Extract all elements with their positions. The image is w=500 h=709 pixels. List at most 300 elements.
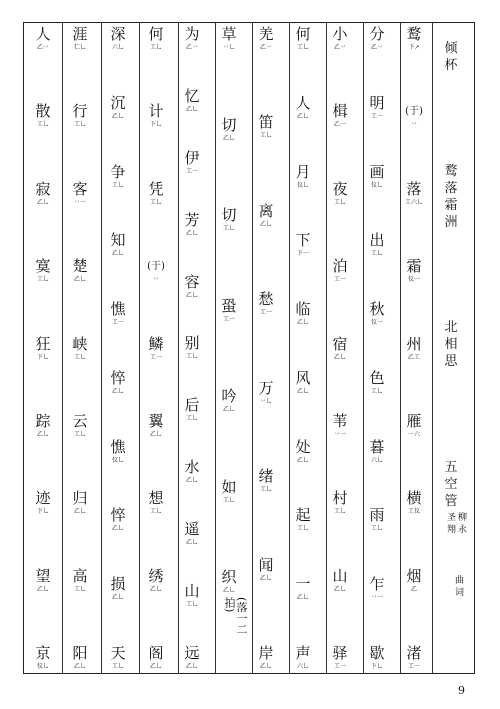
lyric-unit — [148, 336, 163, 361]
notation-mark: 工乚 — [36, 121, 49, 129]
lyric-char: 归 — [72, 489, 88, 508]
lyric-unit — [332, 413, 347, 438]
lyric-char: 憔 — [110, 437, 126, 456]
lyric-column-1 — [396, 26, 432, 670]
lyric-column-9 — [100, 26, 136, 670]
lyric-unit — [72, 568, 87, 593]
notation-mark: 工乚 — [73, 353, 86, 361]
lyric-char: 后 — [184, 396, 200, 415]
notation-mark: 下乚 — [370, 662, 383, 670]
lyric-char: 翼 — [148, 411, 164, 430]
lyric-unit — [35, 336, 50, 361]
lyric-char: 憔 — [110, 300, 126, 319]
notation-mark: 乙乚 — [36, 198, 49, 206]
notation-mark: 乙乚 — [185, 477, 198, 485]
lyric-unit — [35, 413, 50, 438]
notation-mark: 工乚 — [149, 508, 162, 516]
lyric-unit — [369, 164, 384, 189]
lyric-unit — [184, 274, 199, 299]
lyric-char: 出 — [369, 231, 385, 250]
lyric-char: 为 — [184, 26, 200, 43]
lyric-char: 如 — [221, 477, 237, 496]
notation-mark: 丷乚 — [222, 44, 235, 51]
notation-mark: 工一 — [149, 353, 162, 361]
notation-mark: 工乚 — [111, 181, 124, 189]
notation-mark: 乙乚 — [111, 112, 124, 120]
lyric-unit — [221, 207, 236, 232]
notation-mark: 乙乚 — [185, 229, 198, 237]
lyric-unit — [295, 164, 310, 189]
notation-mark: 乙乚 — [73, 276, 86, 284]
lyric-column-10 — [62, 26, 98, 670]
lyric-char: 何 — [148, 26, 164, 43]
lyric-unit — [148, 490, 163, 515]
lyric-char: 泊 — [332, 257, 348, 276]
lyric-unit — [295, 26, 310, 51]
lyric-char: 别 — [184, 334, 200, 353]
title-char: 永 — [458, 525, 468, 535]
title-char: 洲 — [444, 214, 458, 230]
lyric-column-3 — [322, 26, 358, 670]
lyric-unit — [406, 26, 421, 51]
lyric-char: 临 — [295, 300, 311, 319]
lyric-char: 争 — [110, 162, 126, 181]
lyric-unit — [369, 507, 384, 532]
lyric-unit — [369, 645, 384, 670]
lyric-unit — [184, 459, 199, 484]
lyric-unit — [406, 413, 421, 438]
notation-mark: 六乚 — [296, 662, 309, 670]
lyric-unit — [295, 645, 310, 670]
lyric-unit — [110, 301, 125, 326]
notation-mark: 工乚 — [296, 44, 309, 51]
notation-mark: 乙乚 — [36, 430, 49, 438]
lyric-unit — [184, 150, 199, 175]
lyric-unit — [405, 181, 423, 206]
lyric-unit — [295, 439, 310, 464]
lyric-char: 草 — [221, 26, 237, 43]
lyric-char: 小 — [332, 26, 348, 43]
notation-mark: 乙乚 — [36, 585, 49, 593]
lyric-unit — [110, 26, 125, 51]
lyric-unit — [332, 258, 347, 283]
notation-mark: 工乚 — [259, 486, 272, 494]
notation-mark: 乙乚 — [185, 539, 198, 547]
lyric-column-6 — [211, 26, 247, 594]
title-char: 思 — [444, 354, 458, 370]
notation-mark: 乙丷 — [185, 44, 198, 51]
notation-mark: 乙乚 — [296, 112, 309, 120]
notation-mark: 工仪 — [407, 508, 420, 516]
lyric-unit — [369, 95, 384, 120]
lyric-unit — [406, 490, 421, 515]
lyric-unit — [295, 576, 310, 601]
notation-mark: 乙丷 — [333, 44, 346, 51]
lyric-unit — [258, 557, 273, 582]
notation-mark: 工一 — [185, 167, 198, 175]
lyric-char: 驿 — [332, 644, 348, 662]
title-line-1 — [444, 163, 457, 231]
notation-mark: 工乚 — [73, 121, 86, 129]
notation-mark: 乙乚 — [149, 663, 162, 670]
lyric-char: 芳 — [184, 210, 200, 229]
lyric-unit — [295, 507, 310, 532]
lyric-unit — [332, 103, 347, 128]
notation-mark: 乙乚 — [259, 220, 272, 228]
lyric-char: 阳 — [72, 644, 88, 662]
lyric-char: 水 — [184, 458, 200, 477]
notation-mark: 乙丷 — [36, 44, 49, 51]
title-char: 北 — [444, 320, 458, 336]
lyric-char: 切 — [221, 206, 237, 224]
lyric-char: 霜 — [406, 257, 422, 276]
lyric-unit — [72, 181, 87, 206]
lyric-column-7 — [174, 26, 210, 670]
notation-mark: 六乚 — [111, 44, 124, 51]
notation-mark: 工乚 — [333, 198, 346, 206]
lyric-unit — [369, 370, 384, 395]
notation-mark: 乙乚 — [222, 406, 235, 413]
notation-mark: 乙乚 — [111, 387, 124, 395]
column-rule — [432, 22, 433, 674]
lyric-unit — [35, 258, 50, 283]
title-line-2 — [444, 319, 457, 370]
lyric-char: 计 — [148, 102, 164, 121]
lyric-char: 涯 — [72, 26, 88, 43]
notation-mark: 乙乚 — [185, 291, 198, 299]
lyric-char: 一 — [295, 575, 311, 594]
lyric-unit — [35, 103, 50, 128]
notation-mark: 乙乚 — [296, 319, 309, 327]
lyric-column-8 — [138, 26, 174, 670]
lyric-char: 知 — [110, 231, 126, 250]
notation-mark: 乙乚 — [185, 662, 198, 670]
lyric-char: 京 — [35, 644, 51, 662]
lyric-unit — [332, 490, 347, 515]
lyric-char: 切 — [221, 115, 237, 134]
notation-mark: 工一 — [333, 276, 346, 284]
lyric-unit — [110, 232, 125, 257]
lyric-unit — [148, 645, 163, 670]
notation-mark: 丷 — [410, 121, 417, 129]
lyric-char: 山 — [184, 582, 200, 601]
sub-label — [455, 575, 464, 599]
lyric-char: 分 — [369, 26, 385, 43]
lyric-char: 沉 — [110, 93, 126, 112]
notation-mark: 工乚 — [370, 525, 383, 533]
notation-mark: 工乚 — [185, 353, 198, 361]
notation-mark: 乙工 — [407, 353, 420, 361]
lyric-unit — [148, 181, 163, 206]
lyric-unit — [35, 181, 50, 206]
notation-mark: 仪乚 — [370, 181, 383, 189]
lyric-column-4 — [285, 26, 321, 670]
lyric-char: 闻 — [258, 555, 274, 574]
bracket-note-text: (落一二拍) — [223, 597, 248, 635]
lyric-char: 容 — [184, 272, 200, 291]
title-char: 柳 — [458, 513, 468, 523]
notation-mark: 工一 — [222, 315, 235, 323]
lyric-column-2 — [359, 26, 395, 670]
lyric-unit — [184, 88, 199, 113]
lyric-char: 离 — [258, 201, 274, 220]
lyric-unit — [332, 26, 347, 51]
tune-name — [444, 40, 457, 74]
page-number: 9 — [458, 684, 465, 697]
lyric-char: 绪 — [258, 467, 274, 486]
lyric-char: 暮 — [369, 437, 385, 456]
title-char: 杯 — [444, 58, 458, 73]
notation-mark: 下乚 — [149, 121, 162, 129]
notation-mark: 工一 — [370, 112, 383, 120]
lyric-unit — [369, 576, 384, 601]
notation-mark: 工乚 — [149, 44, 162, 51]
lyric-char: 渚 — [406, 644, 422, 662]
lyric-char: 歇 — [369, 643, 385, 662]
lyric-char: 鹜 — [406, 26, 422, 43]
lyric-unit — [110, 95, 125, 120]
title-char: 相 — [444, 337, 458, 353]
lyric-char: 踪 — [35, 411, 51, 430]
lyric-char: 村 — [332, 489, 348, 508]
title-char: 空 — [444, 476, 458, 492]
notation-mark: 工一 — [333, 663, 346, 670]
notation-mark: 乙乚 — [73, 663, 86, 670]
lyric-unit — [295, 370, 310, 395]
lyric-unit — [35, 490, 50, 515]
lyric-unit — [369, 301, 384, 326]
lyric-unit — [110, 645, 125, 670]
notation-mark: 乙乚 — [296, 456, 309, 464]
lyric-char: 蛩 — [221, 296, 237, 315]
title-char: 曲 — [455, 576, 465, 586]
lyric-unit — [258, 645, 273, 670]
notation-mark: 工乚 — [73, 430, 86, 438]
title-char: 倾 — [444, 41, 458, 56]
lyric-unit — [72, 103, 87, 128]
lyric-char: 寂 — [35, 179, 51, 198]
lyric-char: 下 — [295, 231, 311, 250]
notation-mark: 仪乚 — [111, 456, 124, 464]
lyric-unit — [405, 103, 423, 128]
notation-mark: 乙乚 — [259, 662, 272, 670]
lyric-unit — [35, 645, 50, 670]
notation-mark: 工乚 — [222, 225, 235, 232]
notation-mark: 丷乚 — [259, 397, 272, 405]
lyric-unit — [184, 521, 199, 546]
lyric-unit — [369, 232, 384, 257]
notation-mark: 丷一 — [333, 430, 346, 438]
lyric-char: 望 — [35, 566, 51, 585]
lyric-char: 狂 — [35, 334, 51, 353]
lyric-char: 万 — [258, 378, 274, 397]
notation-mark: 下乚 — [36, 508, 49, 516]
notation-mark: 仪一 — [407, 276, 420, 284]
lyric-char: 处 — [295, 437, 311, 456]
notation-mark: 工一 — [111, 319, 124, 327]
lyric-unit — [147, 258, 165, 283]
lyric-char: 织 — [221, 568, 237, 586]
lyric-char: 想 — [148, 489, 164, 508]
notation-mark: 下一 — [296, 250, 309, 258]
lyric-char: 峡 — [72, 334, 88, 353]
mode-label — [444, 459, 457, 510]
lyric-char: 高 — [72, 566, 88, 585]
lyric-char: 声 — [295, 643, 311, 662]
lyric-unit — [148, 568, 163, 593]
title-char: 圣 — [446, 513, 456, 523]
title-char: 霜 — [444, 197, 458, 213]
lyric-unit — [72, 413, 87, 438]
notation-mark: 乙乚 — [222, 134, 235, 142]
lyric-char: 秋 — [369, 300, 385, 319]
lyric-char: 月 — [295, 162, 311, 181]
lyric-char: 损 — [110, 575, 126, 594]
lyric-char: 横 — [406, 489, 422, 508]
notation-mark: 乙一 — [333, 121, 346, 129]
lyric-char: 吟 — [221, 387, 237, 405]
notation-mark: 工六乚 — [404, 198, 423, 206]
notation-mark: 乙乚 — [333, 585, 346, 593]
lyric-char: 州 — [406, 334, 422, 353]
lyric-char: 明 — [369, 93, 385, 112]
lyric-unit — [332, 645, 347, 670]
lyric-unit — [332, 336, 347, 361]
title-column — [436, 40, 466, 510]
lyric-unit — [72, 26, 87, 51]
notation-mark: 乙丷 — [259, 44, 272, 51]
bracket-note — [216, 597, 254, 635]
lyric-unit — [148, 103, 163, 128]
author-name — [458, 512, 467, 570]
notation-mark: 工乚 — [149, 198, 162, 206]
lyric-unit — [258, 203, 273, 228]
lyric-unit — [184, 397, 199, 422]
lyric-char: 迹 — [35, 489, 51, 508]
notation-mark: 乙乚 — [111, 594, 124, 602]
lyric-unit — [110, 370, 125, 395]
lyric-char: 落 — [406, 179, 422, 198]
lyric-unit — [35, 568, 50, 593]
lyric-unit — [72, 258, 87, 283]
lyric-char: 岸 — [258, 643, 274, 662]
lyric-char: 伊 — [184, 148, 200, 167]
lyric-unit — [184, 26, 199, 51]
title-char: 翔 — [446, 525, 456, 535]
lyric-char: 画 — [369, 162, 385, 181]
notation-mark: 工乚 — [370, 250, 383, 258]
notation-mark: 仪乚 — [296, 181, 309, 189]
lyric-char: 远 — [184, 643, 200, 662]
lyric-unit — [35, 26, 50, 51]
lyric-unit — [184, 212, 199, 237]
lyric-unit — [406, 258, 421, 283]
lyric-char: 遥 — [184, 520, 200, 539]
lyric-unit — [72, 336, 87, 361]
lyric-char: 客 — [72, 179, 88, 198]
lyric-char: 苇 — [332, 411, 348, 430]
author-zi — [447, 512, 456, 570]
lyric-unit — [184, 335, 199, 360]
lyric-unit — [148, 26, 163, 51]
lyric-unit — [295, 232, 310, 257]
lyric-unit — [258, 468, 273, 493]
lyric-unit — [184, 583, 199, 608]
lyric-char: 雁 — [406, 411, 422, 430]
lyric-unit — [332, 568, 347, 593]
lyric-unit — [221, 117, 236, 142]
lyric-char: 风 — [295, 368, 311, 387]
notation-mark: 乙 — [410, 585, 417, 593]
notation-mark: 工乚 — [370, 387, 383, 395]
notation-mark: 工一 — [259, 309, 272, 317]
lyric-unit — [221, 479, 236, 504]
lyric-char: 羌 — [258, 26, 274, 43]
lyric-char: 乍 — [369, 575, 385, 594]
lyric-char: 笛 — [258, 113, 274, 132]
lyric-char: 山 — [332, 566, 348, 585]
notation-mark: 乙乚 — [222, 587, 235, 594]
lyric-unit — [369, 26, 384, 51]
lyric-unit — [184, 645, 199, 670]
lyric-unit — [110, 439, 125, 464]
lyric-unit — [110, 164, 125, 189]
title-char: 词 — [455, 588, 465, 598]
notation-mark: 工一 — [407, 663, 420, 670]
notation-mark: 一六 — [407, 430, 420, 438]
notation-mark: 仪乚 — [36, 663, 49, 670]
lyric-char: 宿 — [332, 334, 348, 353]
lyric-char: 行 — [72, 102, 88, 121]
lyric-char: 色 — [369, 368, 385, 387]
lyric-column-11 — [25, 26, 61, 670]
lyric-char: 起 — [295, 506, 311, 525]
notation-mark: 丷一 — [370, 594, 383, 602]
notation-mark: 丷 — [152, 276, 159, 284]
notation-mark: 乙乚 — [149, 585, 162, 593]
notation-mark: 工乚 — [259, 132, 272, 140]
lyric-unit — [406, 568, 421, 593]
title-char: 落 — [444, 180, 458, 196]
lyric-char: 寞 — [35, 257, 51, 276]
lyric-char: 悴 — [110, 368, 126, 387]
lyric-unit — [221, 298, 236, 323]
lyric-unit — [72, 645, 87, 670]
notation-mark: 工乚 — [296, 525, 309, 533]
notation-mark: 工乚 — [73, 585, 86, 593]
notation-mark: 六乚 — [370, 456, 383, 464]
lyric-unit — [406, 336, 421, 361]
lyric-char: (于) — [147, 261, 165, 273]
lyric-unit — [258, 114, 273, 139]
notation-mark: 工乚 — [36, 276, 49, 284]
lyric-char: 何 — [295, 26, 311, 43]
author-signature — [445, 512, 469, 570]
notation-mark: 工乚 — [111, 662, 124, 670]
lyric-unit — [221, 26, 236, 51]
lyric-unit — [221, 569, 236, 594]
notation-mark: 乙乚 — [149, 430, 162, 438]
lyric-char: 悴 — [110, 506, 126, 525]
lyric-char: 雨 — [369, 506, 385, 525]
lyric-unit — [295, 301, 310, 326]
lyric-char: 云 — [72, 411, 88, 430]
lyric-char: 凭 — [148, 179, 164, 198]
notation-mark: 下乚 — [36, 353, 49, 361]
lyric-char: 夜 — [332, 179, 348, 198]
lyric-unit — [110, 576, 125, 601]
notation-mark: 乙乚 — [259, 574, 272, 582]
